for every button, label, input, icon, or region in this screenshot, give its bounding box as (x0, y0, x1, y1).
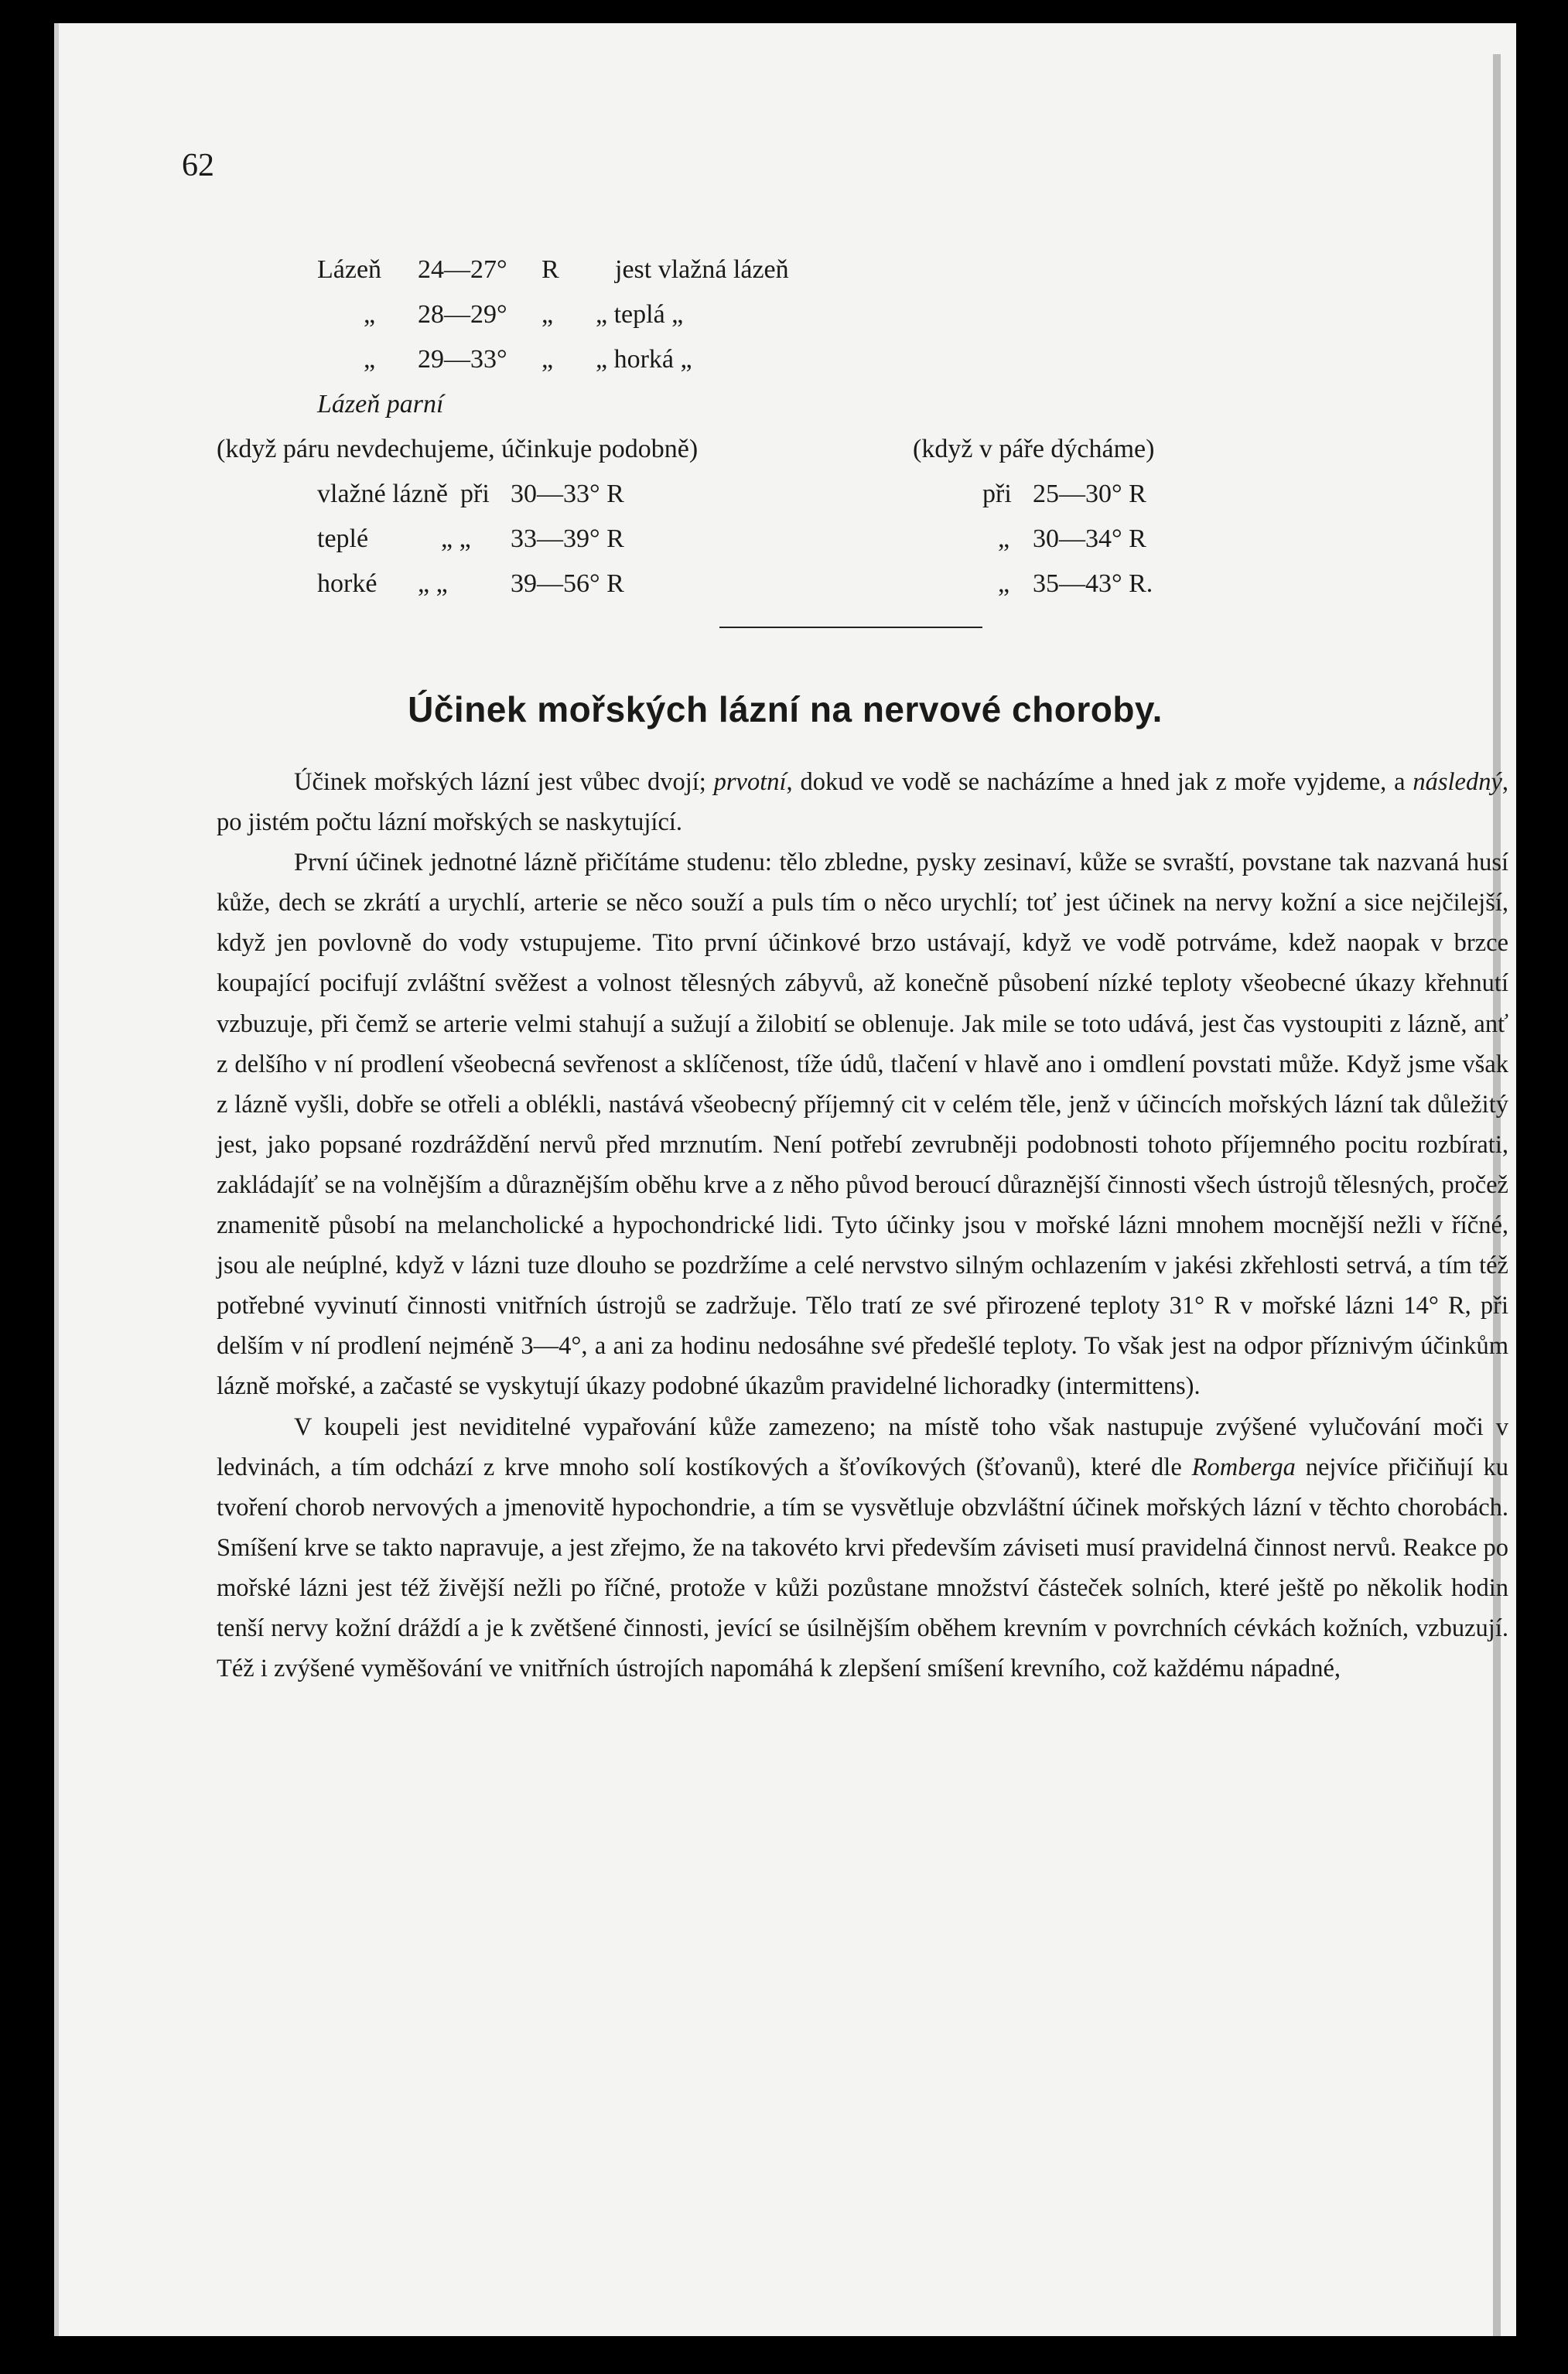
table-left-header: (když páru nevdechujeme, účinkuje podobně) (217, 435, 699, 463)
table-cell: 24—27° (418, 255, 507, 284)
table-cell: „ „ (441, 524, 471, 553)
table-cell: horké (317, 569, 377, 598)
table-cell: 29—33° (418, 345, 507, 374)
section-heading: Účinek mořských lázní na nervové choroby. (408, 689, 1163, 729)
paragraph (217, 1407, 1508, 1689)
table-cell: jest vlažná lázeň (615, 255, 789, 284)
text-run: V koupeli jest neviditelné vypařování kůže zamezeno; na místě toho však nastupuje zvýšené vylučování moči v ledvinách, a tím odchází z krve mnoho solí kostíkových a šťovíkových (šťovanů), které dle (217, 1412, 1508, 1481)
table-cell: R (541, 255, 559, 284)
text-run: , dokud ve vodě se nacházíme a hned jak z moře vyjdeme, a (786, 768, 1413, 796)
text-run: nejvíce přičiňují ku tvoření chorob nervových a jmenovitě hypochondrie, a tím se vysvětluje obzvláštní účinek mořských lázní v těchto chorobách. Smíšení krve se takto napravuje, a jest zřejmo, že na takovéto krvi především záviseti musí pravidelná činnost nervů. Reakce po mořské lázni jest též živější nežli po říčné, protože v kůži pozůstane množství částeček solních, které ještě po několik hodin tenší nervy kožní dráždí a je k zvětšené činnosti, jevící se úsilnějším oběhem krevním v povrchních cévkách kožních, vzbuzují. Též i zvýšené vyměšování ve vnitřních ústrojích napomáhá k zlepšení smíšení krevního, což každému nápadné, (217, 1453, 1508, 1683)
table-cell: při (460, 480, 490, 508)
table-cell: 28—29° (418, 300, 507, 329)
text-run: , po jistém počtu lázní mořských se naskytující. (217, 768, 1508, 837)
table-cell: teplé (317, 524, 369, 553)
section-divider (719, 627, 982, 628)
italic-term: prvotní (713, 768, 787, 796)
italic-term: Romberga (1191, 1453, 1296, 1481)
body-text (217, 762, 1508, 1689)
table-cell: 25—30° R (1033, 480, 1146, 508)
italic-term: následný (1413, 768, 1502, 796)
table-cell: „ (998, 569, 1010, 598)
table-cell: „ „ (418, 569, 448, 598)
table-cell: „ (364, 345, 376, 374)
table-cell: „ (541, 345, 554, 374)
table-cell: při (982, 480, 1012, 508)
paragraph (217, 762, 1508, 842)
table-subheading: Lázeň parní (317, 390, 444, 418)
book-page (54, 23, 1516, 2336)
table-cell: „ horká „ (596, 345, 692, 374)
table-cell: 33—39° R (511, 524, 624, 553)
table-cell: „ (998, 524, 1010, 553)
table-cell: 30—33° R (511, 480, 624, 508)
page-number: 62 (182, 148, 214, 183)
table-cell: „ (364, 300, 376, 329)
table-cell: 39—56° R (511, 569, 624, 598)
table-cell: 30—34° R (1033, 524, 1146, 553)
table-cell: 35—43° R. (1033, 569, 1153, 598)
table-cell: Lázeň (317, 255, 382, 284)
text-run: Účinek mořských lázní jest vůbec dvojí; (294, 768, 714, 796)
paragraph: První účinek jednotné lázně přičítáme studenu: tělo zbledne, pysky zesinaví, kůže se svraští, povstane tak nazvaná husí kůže, dech se zkrátí a urychlí, arterie se něco souží a puls tím o něco urychlí; toť jest účinek na nervy kožní a sice nejčilejší, když jen povlovně do vody vstupujeme. Tito první účinkové brzo ustávají, když ve vodě potrváme, kdež naopak v brzce koupající pocifují zvláštní svěžest a volnost tělesných zábyvů, až konečně působení nízké teploty všeobecné úkazy křehnutí vzbuzuje, při čemž se arterie velmi stahují a sužují a žilobití se oblenuje. Jak mile se toto udává, jest čas vystoupiti z lázně, anť z delšího v ní prodlení všeobecná sevřenost a sklíčenost, tíže údů, tlačení v hlavě ano i omdlení povstati může. Když jsme však z lázně vyšli, dobře se otřeli a oblékli, nastává všeobecný příjemný cit v celém těle, jenž v účincích mořských lázní tak důležitý jest, jako popsané rozdráždění nervů před mrznutím. Není potřebí zevrubněji podobnosti tohoto příjemného pocitu rozbírati, zakládajíť se na volnějším a důraznějším oběhu krve a z něho původ beroucí důraznější činnosti všech ústrojů tělesných, pročež znamenitě působí na melancholické a hypochondrické lidi. Tyto účinky jsou v mořské lázni mnohem mocnější nežli v říčné, jsou ale neúplné, když v lázni tuze dlouho se pozdržíme a celé nervstvo silným ochlazením v jakési zkřehlosti setrvá, a tím též potřebné vyvinutí činnosti vnitřních ústrojů se zadržuje. Tělo tratí ze své přirozené teploty 31° R v mořské lázni 14° R, při delším v ní prodlení nejméně 3—4°, a ani za hodinu nedosáhne své předešlé teploty. To však jest na odpor příznivým účinkům lázně mořské, a začasté se vyskytují úkazy podobné úkazům pravidelné lichoradky (intermittens). (217, 849, 1508, 1401)
table-cell: „ teplá „ (596, 300, 684, 329)
table-cell: vlažné lázně (317, 480, 448, 508)
table-cell: „ (541, 300, 554, 329)
table-right-header: (když v páře dýcháme) (913, 435, 1155, 463)
